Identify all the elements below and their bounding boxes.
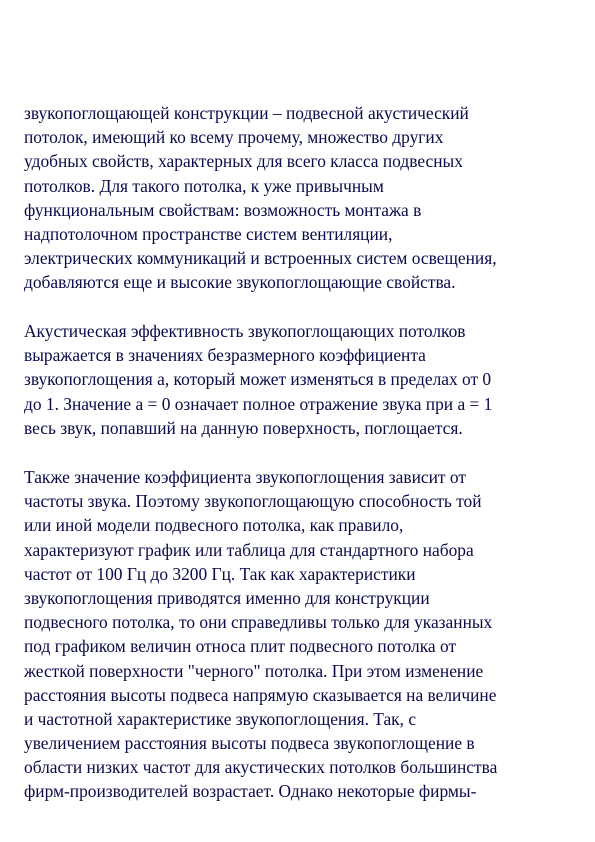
text-line: надпотолочном пространстве систем вентиляции, xyxy=(24,223,393,244)
text-line: потолков. Для такого потолка, к уже привычным xyxy=(24,175,384,196)
text-line: выражается в значениях безразмерного коэффициента xyxy=(24,345,426,366)
text-line: под графиком величин относа плит подвесного потолка от xyxy=(24,636,457,657)
text-line: звукопоглощающей конструкции – подвесной акустический xyxy=(24,103,469,123)
text-line: расстояния высоты подвеса напрямую сказывается на величине xyxy=(24,684,497,705)
text-line: и частотной характеристике звукопоглощения. Так, с xyxy=(24,708,417,729)
text-line: функциональным свойствам: возможность монтажа в xyxy=(24,199,422,220)
text-line: характеризуют график или таблица для стандартного набора xyxy=(24,539,474,560)
text-line: Также значение коэффициента звукопоглощения зависит от xyxy=(24,467,466,487)
text-line: области низких частот для акустических потолков большинства xyxy=(24,757,498,778)
text-line: фирм-производителей возрастает. Однако некоторые фирмы- xyxy=(24,781,477,802)
text-line: удобных свойств, характерных для всего класса подвесных xyxy=(24,151,463,172)
paragraph-3 xyxy=(24,465,580,804)
text-line: до 1. Значение a = 0 означает полное отражение звука при a = 1 xyxy=(24,393,493,414)
text-line: звукопоглощения приводятся именно для конструкции xyxy=(24,587,430,608)
text-line: весь звук, попавший на данную поверхность, поглощается. xyxy=(24,417,463,438)
text-line: добавляются еще и высокие звукопоглощающие свойства. xyxy=(24,272,456,293)
text-line: увеличением расстояния высоты подвеса звукопоглощение в xyxy=(24,733,475,754)
text-line: электрических коммуникаций и встроенных систем освещения, xyxy=(24,248,497,269)
text-line: частот от 100 Гц до 3200 Гц. Так как характеристики xyxy=(24,563,416,584)
text-line: частоты звука. Поэтому звукопоглощающую способность той xyxy=(24,491,482,512)
text-line: Акустическая эффективность звукопоглощающих потолков xyxy=(24,321,466,341)
paragraph-2 xyxy=(24,319,580,440)
text-line: жесткой поверхности "черного" потолка. При этом изменение xyxy=(24,660,484,681)
paragraph-1 xyxy=(24,101,580,295)
text-line: подвесного потолка, то они справедливы только для указанных xyxy=(24,612,493,633)
text-line: или иной модели подвесного потолка, как правило, xyxy=(24,515,404,536)
text-line: звукопоглощения a, который может изменяться в пределах от 0 xyxy=(24,369,492,390)
text-line: потолок, имеющий ко всему прочему, множество других xyxy=(24,127,444,148)
